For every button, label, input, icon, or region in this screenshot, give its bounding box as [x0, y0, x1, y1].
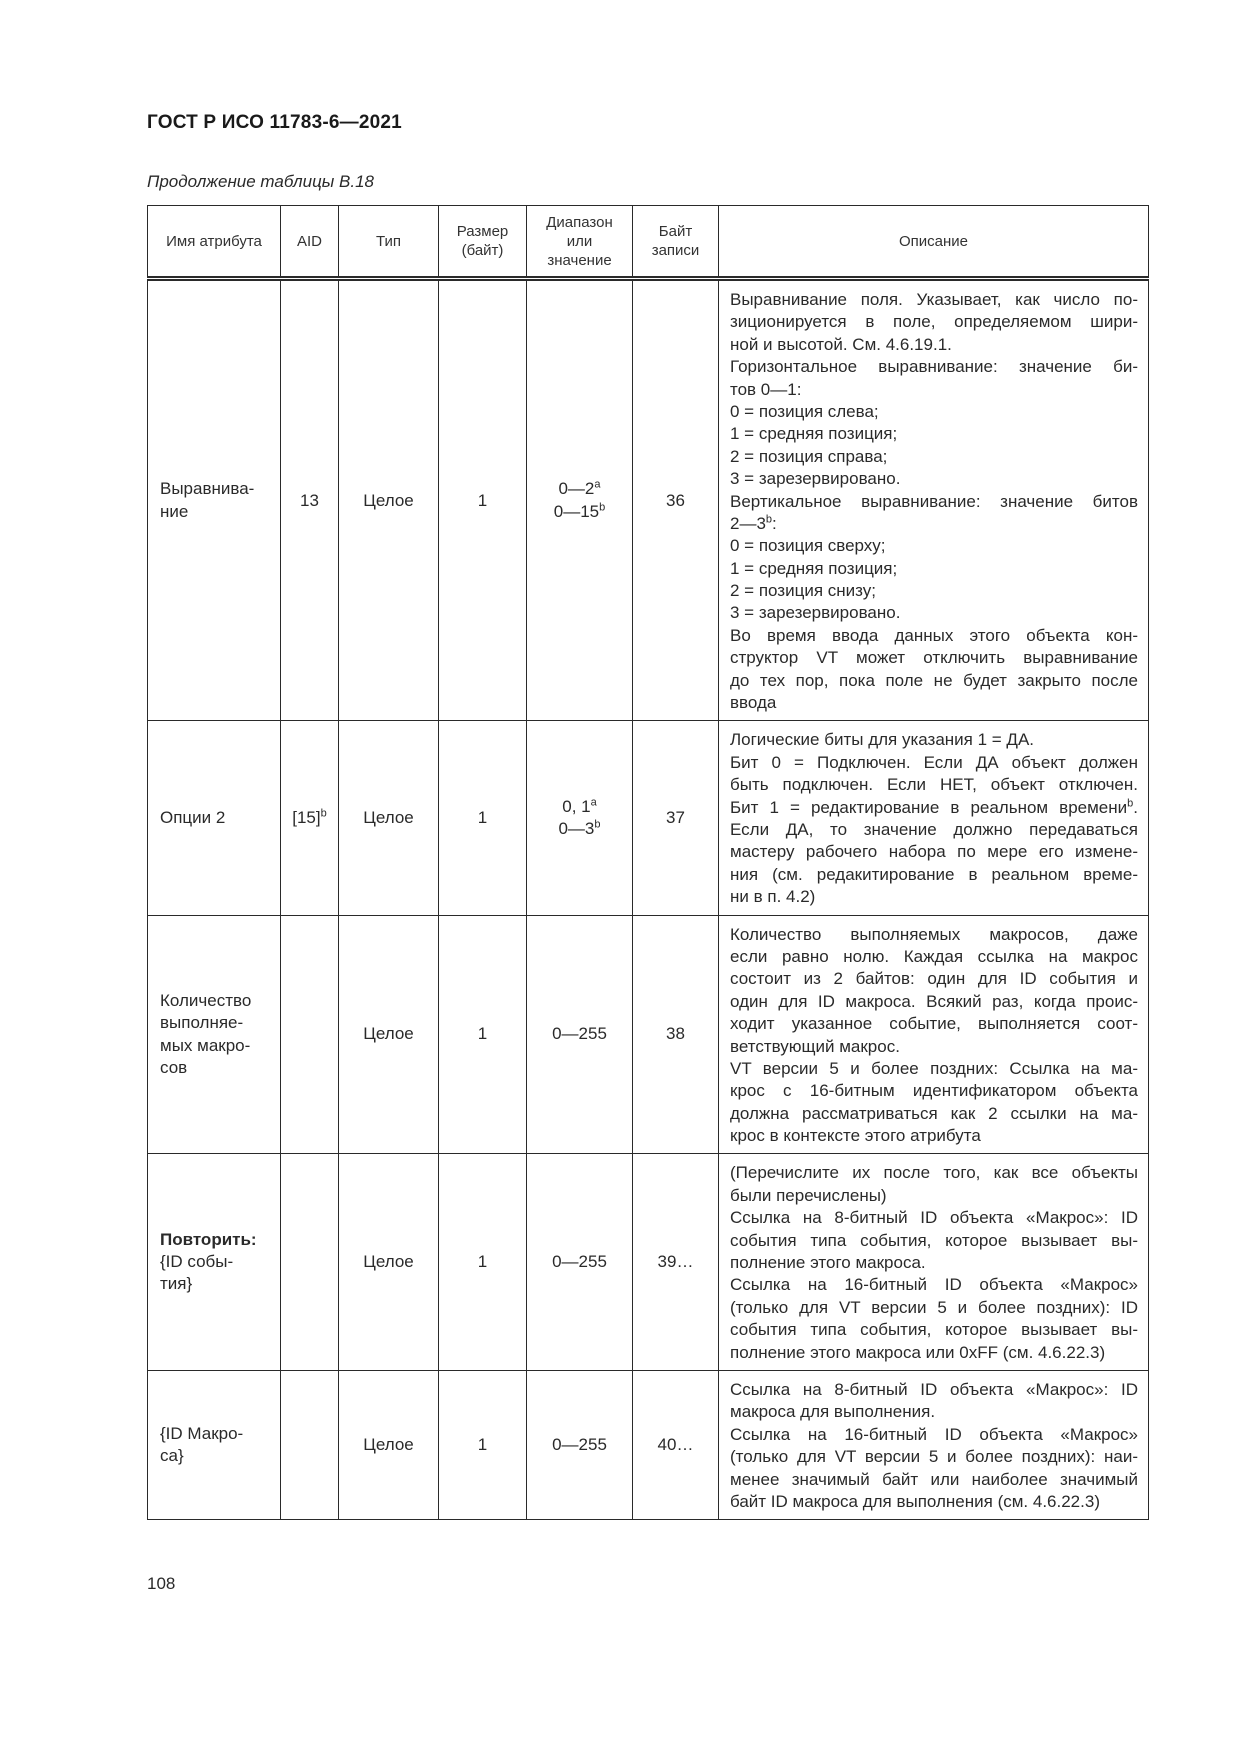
- size-cell: 1: [439, 279, 527, 721]
- table-row: [148, 915, 1149, 1154]
- range-cell: 0—2$^a$ 0—15$^b$: [527, 279, 633, 721]
- col-header-type: Тип: [339, 206, 439, 279]
- attribute-table: [147, 205, 1149, 1520]
- byte-cell: 39…: [633, 1154, 719, 1371]
- description-cell: (Перечислите их после того, как все объекты были перечислены) Ссылка на 8-битный ID объекта «Макрос»: ID события типа события, которое вызывает вы- полнение этого макроса. Ссылка на 16-битный ID объекта «Макрос» (только для VT версии 5 и более поздних): ID события типа события, которое вызывает вы- полнение этого макроса или 0xFF (см. 4.6.22.3): [719, 1154, 1149, 1371]
- type-cell: Целое: [339, 1370, 439, 1519]
- type-cell: Целое: [339, 721, 439, 915]
- range-cell: 0, 1$^a$ 0—3$^b$: [527, 721, 633, 915]
- byte-cell: 40…: [633, 1370, 719, 1519]
- range-cell: 0—255: [527, 915, 633, 1154]
- range-cell: 0—255: [527, 1370, 633, 1519]
- aid-cell: [281, 915, 339, 1154]
- size-cell: 1: [439, 721, 527, 915]
- col-header-attr-name: Имя атрибута: [148, 206, 281, 279]
- col-header-aid: AID: [281, 206, 339, 279]
- aid-cell: [281, 1370, 339, 1519]
- size-cell: 1: [439, 1154, 527, 1371]
- col-header-description: Описание: [719, 206, 1149, 279]
- byte-cell: 38: [633, 915, 719, 1154]
- attr-name-cell: Повторить: {ID собы- тия}: [148, 1154, 281, 1371]
- description-cell: Количество выполняемых макросов, даже если равно нолю. Каждая ссылка на макрос состоит из 2 байтов: один для ID события и один для ID макроса. Всякий раз, когда проис- ходит указанное событие, выполняется соот- ветствующий макрос. VT версии 5 и более поздних: Ссылка на ма- крос с 16-битным идентификатором объекта должна рассматриваться как 2 ссылки на ма- крос в контексте этого атрибута: [719, 915, 1149, 1154]
- page-number: 108: [147, 1574, 176, 1593]
- byte-cell: 36: [633, 279, 719, 721]
- description-cell: Логические биты для указания 1 = ДА. Бит 0 = Подключен. Если ДА объект должен быть подключен. Если НЕТ, объект отключен. Бит 1 = редактирование в реальном времени$^b$. Если ДА, то значение должно передаваться мастеру рабочего набора по мере его измене- ния (см. редакитирование в реальном време- ни в п. 4.2): [719, 721, 1149, 915]
- table-row: [148, 279, 1149, 721]
- table-row: [148, 1154, 1149, 1371]
- table-header-row: [148, 206, 1149, 279]
- document-title: ГОСТ Р ИСО 11783-6—2021: [147, 112, 402, 133]
- table-row: [148, 721, 1149, 915]
- range-cell: 0—255: [527, 1154, 633, 1371]
- byte-cell: 37: [633, 721, 719, 915]
- type-cell: Целое: [339, 1154, 439, 1371]
- size-cell: 1: [439, 915, 527, 1154]
- col-header-byte: Байт записи: [633, 206, 719, 279]
- col-header-range: Диапазон или значение: [527, 206, 633, 279]
- type-cell: Целое: [339, 279, 439, 721]
- table-caption: Продолжение таблицы В.18: [147, 172, 375, 191]
- attr-name-cell: Количество выполняе- мых макро- сов: [148, 915, 281, 1154]
- description-cell: Выравнивание поля. Указывает, как число по- зиционируется в поле, определяемом шири- ной и высотой. См. 4.6.19.1. Горизонтальное выравнивание: значение би- тов 0—1: 0 = позиция слева; 1 = средняя позиция; 2 = позиция справа; 3 = зарезервировано. Вертикальное выравнивание: значение битов 2—3$^b$: 0 = позиция сверху; 1 = средняя позиция; 2 = позиция снизу; 3 = зарезервировано. Во время ввода данных этого объекта кон- структор VT может отключить выравнивание до тех пор, пока поле не будет закрыто после ввода: [719, 279, 1149, 721]
- col-header-size: Размер (байт): [439, 206, 527, 279]
- description-cell: Ссылка на 8-битный ID объекта «Макрос»: ID макроса для выполнения. Ссылка на 16-битный ID объекта «Макрос» (только для VT версии 5 и более поздних): наи- менее значимый байт или наиболее значимый байт ID макроса для выполнения (см. 4.6.22.3): [719, 1370, 1149, 1519]
- aid-cell: $[15]^b$: [281, 721, 339, 915]
- attr-name-cell: Выравнива- ние: [148, 279, 281, 721]
- attr-name-cell: Опции 2: [148, 721, 281, 915]
- type-cell: Целое: [339, 915, 439, 1154]
- attr-name-cell: {ID Макро- са}: [148, 1370, 281, 1519]
- aid-cell: [281, 1154, 339, 1371]
- size-cell: 1: [439, 1370, 527, 1519]
- table-row: [148, 1370, 1149, 1519]
- aid-cell: 13: [281, 279, 339, 721]
